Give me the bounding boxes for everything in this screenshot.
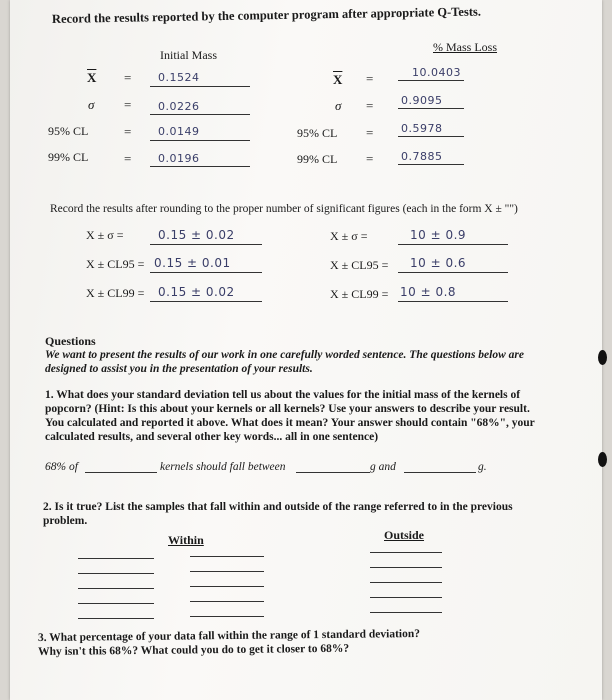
initial-mass-header: Initial Mass [160, 48, 217, 62]
eq-sign: = [124, 151, 132, 166]
rounded-cl95-initial: 0.15 ± 0.01 [154, 256, 231, 270]
rounded-sd-loss: 10 ± 0.9 [410, 228, 467, 242]
fill-part-1: 68% of [45, 461, 78, 473]
questions-intro: We want to present the results of our work in one carefully worded sentence. The questions below are designed to assist you in the presentation of your results. [45, 349, 524, 375]
rounded-cl95-label-left: X ± CL95 = [86, 257, 145, 271]
blank-3[interactable] [404, 472, 476, 473]
eq-sign: = [124, 97, 132, 112]
rounding-instruction: Record the results after rounding to the proper number of significant figures (each in the form X ± "") [50, 203, 518, 215]
initial-cl95-value: 0.0149 [158, 125, 200, 138]
rounded-cl99-label-left: X ± CL99 = [86, 286, 145, 300]
rounded-cl99-label-right: X ± CL99 = [330, 287, 389, 301]
sigma-label-left: σ [88, 97, 95, 112]
rounded-cl99-initial: 0.15 ± 0.02 [158, 285, 235, 299]
rounded-sd-label-left: X ± σ = [86, 228, 124, 242]
outside-blank[interactable] [370, 612, 442, 613]
within-blank[interactable] [78, 618, 154, 619]
page-dot [598, 350, 607, 365]
loss-cl95-value: 0.5978 [401, 122, 443, 135]
rounded-cl95-loss: 10 ± 0.6 [410, 256, 467, 270]
loss-mean-value: 10.0403 [412, 66, 461, 79]
blank-2[interactable] [296, 472, 370, 473]
within-blank[interactable] [78, 558, 154, 559]
outside-blank[interactable] [370, 567, 442, 568]
instructions-text: Record the results reported by the computer program after appropriate Q-Tests. [51, 4, 482, 26]
rounded-sd-initial: 0.15 ± 0.02 [158, 228, 235, 242]
cl95-label-left: 95% CL [48, 124, 89, 138]
eq-sign: = [366, 151, 374, 166]
page-dot [598, 452, 607, 467]
loss-cl99-value: 0.7885 [401, 150, 443, 163]
rounded-sd-label-right: X ± σ = [330, 229, 368, 243]
outside-blank[interactable] [370, 582, 442, 583]
eq-sign: = [124, 124, 132, 139]
within-blank[interactable] [190, 571, 264, 572]
mass-loss-header: % Mass Loss [433, 40, 498, 54]
within-blank[interactable] [78, 603, 154, 604]
question-1: 1. What does your standard deviation tell us about the values for the initial mass of the kernels of popcorn? (Hint: Is this about your kernels or all kernels? Use your answers to describe your result. You calculated and reported it above. What does it mean? Your answer should contain "68%", your calculated results, and several other key words... all in one sentence) [45, 389, 535, 443]
xbar-label-left: $\overline{X}$ [87, 70, 97, 85]
rounded-cl95-label-right: X ± CL95 = [330, 258, 389, 272]
fill-part-4: g. [478, 461, 487, 473]
within-blank[interactable] [190, 601, 264, 602]
questions-heading: Questions [45, 334, 96, 348]
fill-part-3: g and [370, 461, 396, 473]
outside-blank[interactable] [370, 552, 442, 553]
question-2: 2. Is it true? List the samples that fall within and outside of the range referred to in the previous problem. [43, 501, 513, 527]
outside-blank[interactable] [370, 597, 442, 598]
sigma-label-right: σ [335, 98, 342, 113]
outside-label: Outside [384, 528, 425, 542]
eq-sign: = [124, 70, 132, 85]
cl99-label-right: 99% CL [297, 152, 338, 166]
within-blank[interactable] [190, 586, 264, 587]
rounded-cl99-loss: 10 ± 0.8 [400, 285, 457, 299]
within-blank[interactable] [78, 573, 154, 574]
within-label: Within [168, 533, 204, 547]
cl99-label-left: 99% CL [48, 150, 89, 164]
xbar-label-right: $\overline{X}$ [333, 72, 343, 87]
initial-mean-value: 0.1524 [158, 71, 200, 84]
initial-sd-value: 0.0226 [158, 100, 200, 113]
cl95-label-right: 95% CL [297, 126, 338, 140]
within-blank[interactable] [190, 556, 264, 557]
eq-sign: = [366, 71, 374, 86]
blank-1[interactable] [85, 472, 157, 473]
fill-part-2: kernels should fall between [160, 461, 286, 473]
eq-sign: = [366, 98, 374, 113]
within-blank[interactable] [78, 588, 154, 589]
question-3: 3. What percentage of your data fall within the range of 1 standard deviation? Why isn't this 68%? What could you do to get it closer to 68%? [37, 627, 421, 658]
loss-sd-value: 0.9095 [401, 94, 443, 107]
initial-cl99-value: 0.0196 [158, 152, 200, 165]
eq-sign: = [366, 125, 374, 140]
within-blank[interactable] [190, 616, 264, 617]
